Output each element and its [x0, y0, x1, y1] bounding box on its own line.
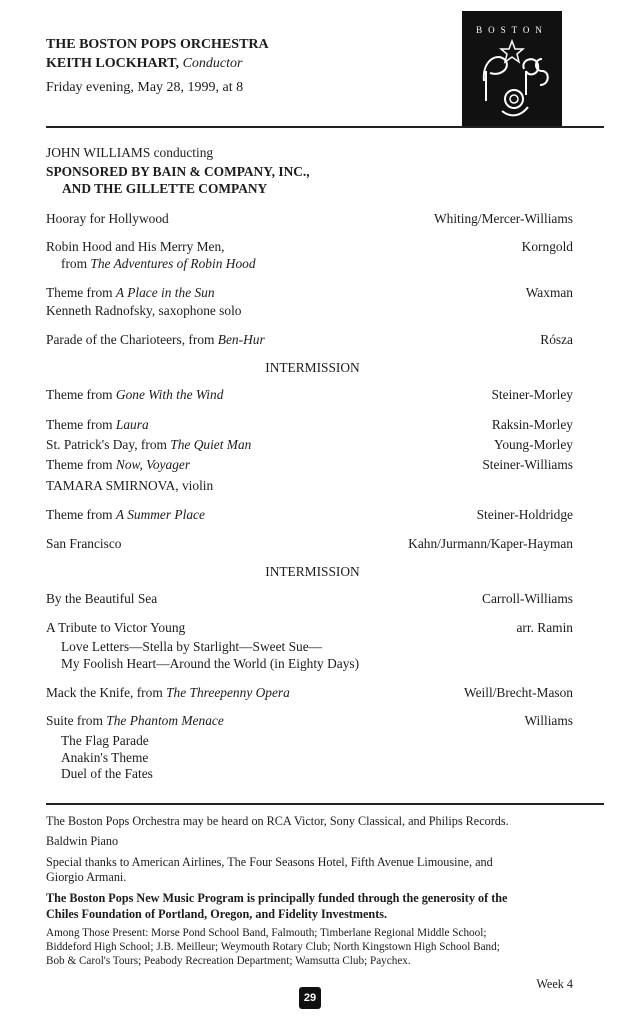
header-divider [46, 126, 604, 128]
piece-title: Mack the Knife, from The Threepenny Opera [46, 685, 290, 700]
present-line-3: Bob & Carol's Tours; Peabody Recreation Department; Wamsutta Club; Paychex. [46, 955, 411, 967]
piece-title: Suite from The Phantom Menace [46, 713, 224, 728]
boston-pops-logo-icon [462, 11, 562, 127]
piece-title: Parade of the Charioteers, from Ben-Hur [46, 332, 265, 347]
piece-title: Theme from Gone With the Wind [46, 387, 224, 402]
piece-title: Robin Hood and His Merry Men, [46, 239, 225, 254]
movement: Anakin's Theme [61, 750, 149, 765]
piece-title: St. Patrick's Day, from The Quiet Man [46, 437, 252, 452]
piece-title: A Tribute to Victor Young [46, 620, 186, 635]
conductor-name: KEITH LOCKHART, [46, 56, 180, 71]
logo-top-text: BOSTON [476, 25, 548, 35]
medley-line: My Foolish Heart—Around the World (in Eighty Days) [61, 656, 360, 671]
movement: Duel of the Fates [61, 766, 153, 781]
piece-composer: Steiner-Holdridge [476, 507, 573, 522]
conductor-line [46, 56, 242, 72]
week-label: Week 4 [536, 977, 573, 991]
piece-title: By the Beautiful Sea [46, 591, 158, 606]
movement: The Flag Parade [61, 733, 149, 748]
piece-composer: Whiting/Mercer-Williams [433, 211, 573, 226]
thanks-line-1: Special thanks to American Airlines, The Four Seasons Hotel, Fifth Avenue Limousine, and [46, 855, 493, 869]
soloist: TAMARA SMIRNOVA, violin [46, 478, 214, 493]
footer-divider [46, 803, 604, 805]
present-line-1: Among Those Present: Morse Pond School Band, Falmouth; Timberlane Regional Middle School; [46, 927, 487, 939]
intermission-label: INTERMISSION [265, 360, 360, 375]
thanks-line-2: Giorgio Armani. [46, 870, 127, 884]
piece-composer: Raksin-Morley [491, 417, 573, 432]
piece-title: Theme from A Summer Place [46, 507, 205, 522]
records-note: The Boston Pops Orchestra may be heard on RCA Victor, Sony Classical, and Philips Records. [46, 814, 509, 828]
piece-title: Theme from Now, Voyager [46, 457, 191, 472]
piece-composer: Carroll-Williams [482, 591, 573, 606]
piece-subtitle: from The Adventures of Robin Hood [61, 256, 256, 271]
sponsor-line-1: SPONSORED BY BAIN & COMPANY, INC., [46, 164, 310, 179]
piece-composer: Kahn/Jurmann/Kaper-Hayman [408, 536, 573, 551]
piece-composer: arr. Ramin [516, 620, 573, 635]
piece-composer: Steiner-Williams [482, 457, 573, 472]
piano-note: Baldwin Piano [46, 834, 119, 848]
soloist: Kenneth Radnofsky, saxophone solo [46, 303, 242, 318]
piece-composer: Korngold [521, 239, 573, 254]
piece-title: Hooray for Hollywood [46, 211, 169, 226]
piece-composer: Williams [524, 713, 573, 728]
piece-composer: Steiner-Morley [491, 387, 573, 402]
funding-line-1: The Boston Pops New Music Program is principally funded through the generosity of the [46, 891, 508, 905]
concert-date: Friday evening, May 28, 1999, at 8 [46, 80, 244, 95]
medley-line: Love Letters—Stella by Starlight—Sweet Sue— [61, 639, 323, 654]
intermission-label: INTERMISSION [265, 564, 360, 579]
piece-title: Theme from A Place in the Sun [46, 285, 215, 300]
piece-title: San Francisco [46, 536, 122, 551]
sponsor-line-2: AND THE GILLETTE COMPANY [62, 181, 268, 196]
piece-composer: Rósza [540, 332, 573, 347]
conducting-line: JOHN WILLIAMS conducting [46, 145, 214, 160]
piece-composer: Young-Morley [494, 437, 573, 452]
piece-composer: Waxman [525, 285, 573, 300]
page-number: 29 [299, 987, 321, 1009]
orchestra-name: THE BOSTON POPS ORCHESTRA [46, 37, 269, 52]
present-line-2: Biddeford High School; J.B. Meilleur; Weymouth Rotary Club; North Kingstown High School Band; [46, 941, 500, 953]
funding-line-2: Chiles Foundation of Portland, Oregon, and Fidelity Investments. [46, 907, 388, 921]
boston-pops-logo [462, 11, 562, 127]
conductor-role: Conductor [182, 56, 243, 71]
piece-composer: Weill/Brecht-Mason [464, 685, 573, 700]
piece-title: Theme from Laura [46, 417, 149, 432]
